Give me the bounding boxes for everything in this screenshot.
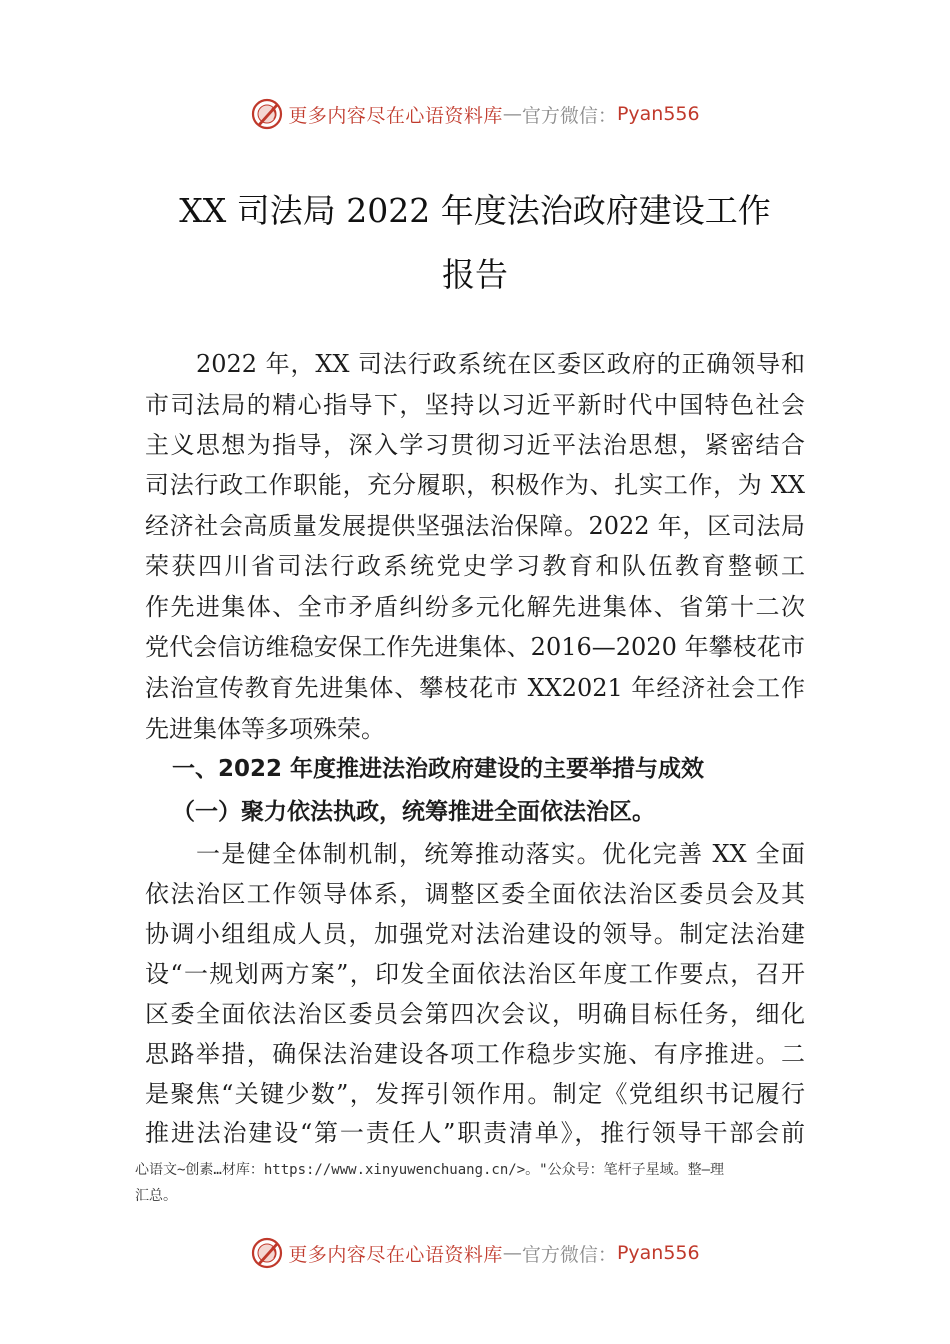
paragraph-line: 荣获四川省司法行政系统党史学习教育和队伍教育整顿工 (145, 552, 805, 580)
document-title-line-1: XX 司法局 2022 年度法治政府建设工作 (179, 191, 771, 230)
paragraph-line: 推进法治建设“第一责任人”职责清单》，推行领导干部会前 (145, 1119, 805, 1147)
footnote-line: 汇总。 (135, 1188, 177, 1204)
paragraph-line: 主义思想为指导，深入学习贯彻习近平法治思想，紧密结合 (145, 431, 805, 459)
document-title-line-2: 报告 (442, 255, 508, 294)
banner-text: 更多内容尽在心语资料库 (288, 1243, 503, 1266)
paragraph-line: 2022 年，XX 司法行政系统在区委区政府的正确领导和 (196, 350, 805, 378)
paragraph-line: 经济社会高质量发展提供坚强法治保障。2022 年，区司法局 (145, 512, 805, 540)
footnote-line: 心语文~创素…材库：https://www.xinyuwenchuang.cn/>。"公众号：笔杆子星域。整—理 (135, 1162, 725, 1178)
banner-separator: — (502, 103, 522, 125)
footer-banner (0, 1233, 950, 1273)
section-heading: 一、2022 年度推进法治政府建设的主要举措与成效 (172, 756, 705, 782)
paragraph-line: 市司法局的精心指导下，坚持以习近平新时代中国特色社会 (145, 391, 805, 419)
banner-wechat-id: Pyan556 (616, 103, 700, 125)
paragraph-line: 依法治区工作领导体系，调整区委全面依法治区委员会及其 (145, 880, 805, 908)
paragraph-line: 设“一规划两方案”，印发全面依法治区年度工作要点，召开 (145, 960, 805, 988)
header-banner (0, 94, 950, 134)
paragraph-line: 先进集体等多项殊荣。 (145, 715, 385, 743)
paragraph-line: 作先进集体、全市矛盾纠纷多元化解先进集体、省第十二次 (145, 593, 805, 621)
paragraph-line: 法治宣传教育先进集体、攀枝花市 XX2021 年经济社会工作 (145, 674, 805, 702)
paragraph-line: 思路举措，确保法治建设各项工作稳步实施、有序推进。二 (145, 1040, 805, 1068)
banner-separator: — (502, 1242, 522, 1264)
quill-pen-seal-icon (250, 97, 284, 131)
banner-wechat-id: Pyan556 (616, 1242, 700, 1264)
banner-wechat-label: 官方微信： (521, 1243, 617, 1266)
paragraph-line: 协调小组组成人员，加强党对法治建设的领导。制定法治建 (145, 920, 805, 948)
paragraph-line: 司法行政工作职能，充分履职，积极作为、扎实工作，为 XX (145, 471, 805, 499)
paragraph-line: 区委全面依法治区委员会第四次会议，明确目标任务，细化 (145, 1000, 805, 1028)
banner-text: 更多内容尽在心语资料库 (288, 104, 503, 127)
subsection-heading: （一）聚力依法执政，统筹推进全面依法治区。 (172, 798, 655, 825)
quill-pen-seal-icon (250, 1236, 284, 1270)
banner-wechat-label: 官方微信： (521, 104, 617, 127)
paragraph-line: 党代会信访维稳安保工作先进集体、2016—2020 年攀枝花市 (145, 633, 805, 661)
paragraph-line: 一是健全体制机制，统筹推动落实。优化完善 XX 全面 (196, 840, 805, 868)
paragraph-line: 是聚焦“关键少数”，发挥引领作用。制定《党组织书记履行 (145, 1080, 805, 1108)
